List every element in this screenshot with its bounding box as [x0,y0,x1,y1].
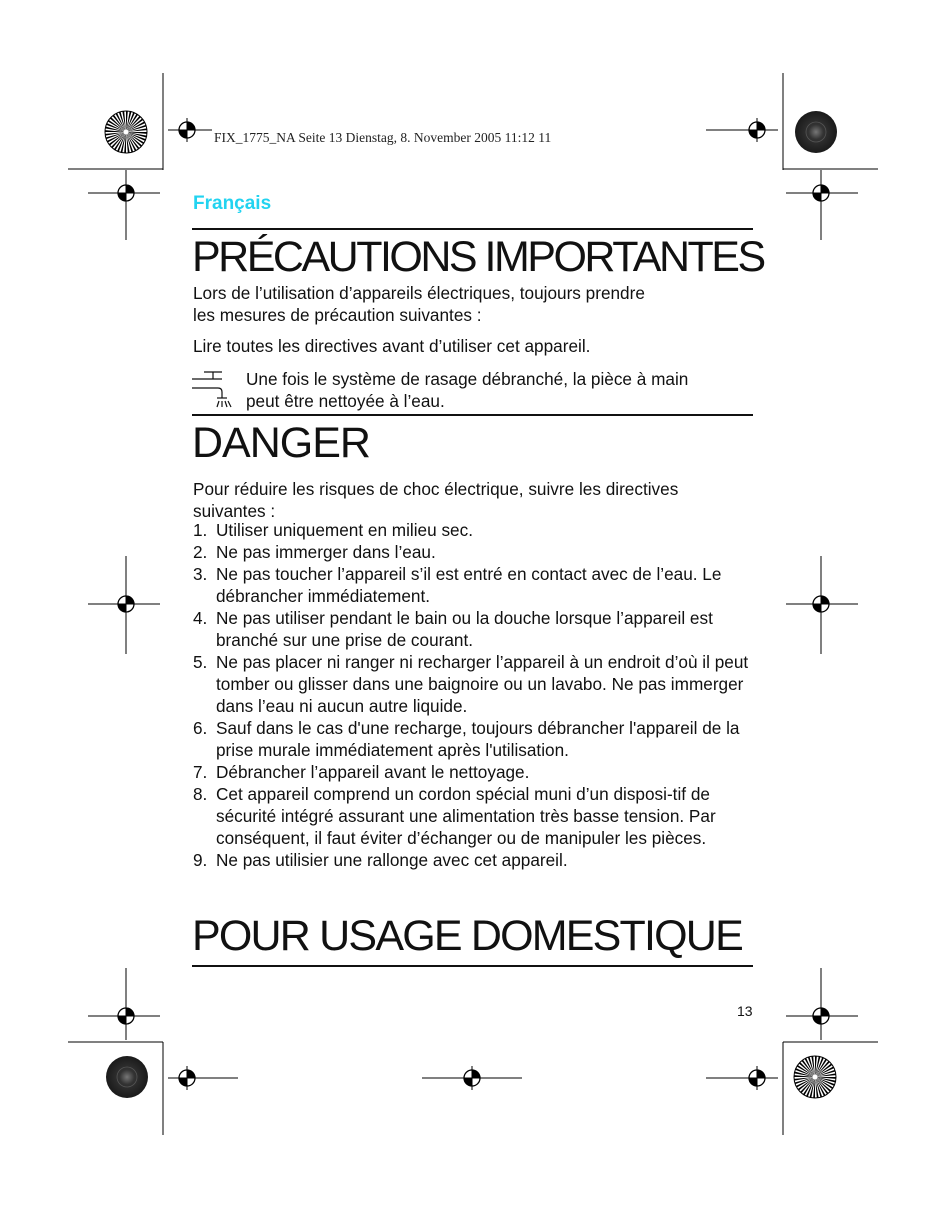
list-item-number: 6. [193,718,208,738]
page-number: 13 [737,1003,753,1019]
list-item-number: 9. [193,850,208,870]
list-item [193,761,753,783]
crosshair-registration-mark-icon [460,1066,484,1090]
faucet-rinse-icon [192,368,234,408]
crosshair-registration-mark-icon [114,181,138,205]
list-item-number: 1. [193,520,208,540]
starburst-print-mark-icon [105,111,147,153]
danger-instructions-list [193,519,753,871]
danger-intro-line-2: suivantes : [193,501,276,521]
list-item [193,849,753,871]
list-item [193,563,753,607]
crosshair-registration-mark-icon [809,592,833,616]
crosshair-registration-mark-icon [745,1066,769,1090]
section-title-danger: DANGER [192,419,370,467]
danger-intro [193,478,753,522]
crosshair-registration-mark-icon [114,592,138,616]
language-label: Français [193,193,272,214]
list-item-text: Débrancher l’appareil avant le nettoyage. [216,762,530,782]
list-item-number: 4. [193,608,208,628]
section-divider [192,414,753,416]
precautions-intro-line-1: Lors de l’utilisation d’appareils électriques, toujours prendre [193,283,645,303]
crosshair-registration-mark-icon [114,1004,138,1028]
list-item [193,519,753,541]
list-item-text: Ne pas utilisier une rallonge avec cet appareil. [216,850,568,870]
list-item [193,783,753,849]
section-divider [192,965,753,967]
list-item-text: Utiliser uniquement en milieu sec. [216,520,473,540]
list-item-text: Ne pas placer ni ranger ni recharger l’appareil à un endroit d’où il peut tomber ou glisser dans une baignoire ou un lavabo. Ne pas immerger dans l’eau ni aucun autre liquide. [216,652,749,716]
precautions-intro [193,282,753,326]
list-item-number: 7. [193,762,208,782]
dark-circle-print-mark-icon [106,1056,148,1098]
list-item [193,607,753,651]
list-item-number: 5. [193,652,208,672]
starburst-print-mark-icon [794,1056,836,1098]
print-header-info: FIX_1775_NA Seite 13 Dienstag, 8. November 2005 11:12 11 [214,130,552,145]
list-item-text: Ne pas toucher l’appareil s’il est entré en contact avec de l’eau. Le débrancher immédiatement. [216,564,722,606]
rinse-note [246,368,756,412]
danger-intro-line-1: Pour réduire les risques de choc électrique, suivre les directives [193,479,679,499]
dark-circle-print-mark-icon [795,111,837,153]
crosshair-registration-mark-icon [809,181,833,205]
list-item-text: Sauf dans le cas d'une recharge, toujours débrancher l'appareil de la prise murale immédiatement après l'utilisation. [216,718,740,760]
crosshair-registration-mark-icon [809,1004,833,1028]
crosshair-registration-mark-icon [175,1066,199,1090]
read-all-instructions: Lire toutes les directives avant d’utiliser cet appareil. [193,336,591,356]
precautions-intro-line-2: les mesures de précaution suivantes : [193,305,482,325]
rinse-note-line-2: peut être nettoyée à l’eau. [246,391,445,411]
list-item-text: Ne pas immerger dans l’eau. [216,542,436,562]
list-item-text: Ne pas utiliser pendant le bain ou la douche lorsque l’appareil est branché sur une prise de courant. [216,608,713,650]
crosshair-registration-mark-icon [175,118,199,142]
section-divider [192,228,753,230]
list-item [193,651,753,717]
list-item-number: 2. [193,542,208,562]
list-item [193,717,753,761]
list-item-text: Cet appareil comprend un cordon spécial muni d’un disposi-tif de sécurité intégré assurant une alimentation très basse tension. Par conséquent, il faut éviter d’échanger ou de manipuler les pièces. [216,784,716,848]
list-item-number: 3. [193,564,208,584]
list-item [193,541,753,563]
rinse-note-line-1: Une fois le système de rasage débranché, la pièce à main [246,369,689,389]
crosshair-registration-mark-icon [745,118,769,142]
list-item-number: 8. [193,784,208,804]
section-title-household-use: POUR USAGE DOMESTIQUE [192,912,742,960]
section-title-precautions: PRÉCAUTIONS IMPORTANTES [192,233,764,281]
